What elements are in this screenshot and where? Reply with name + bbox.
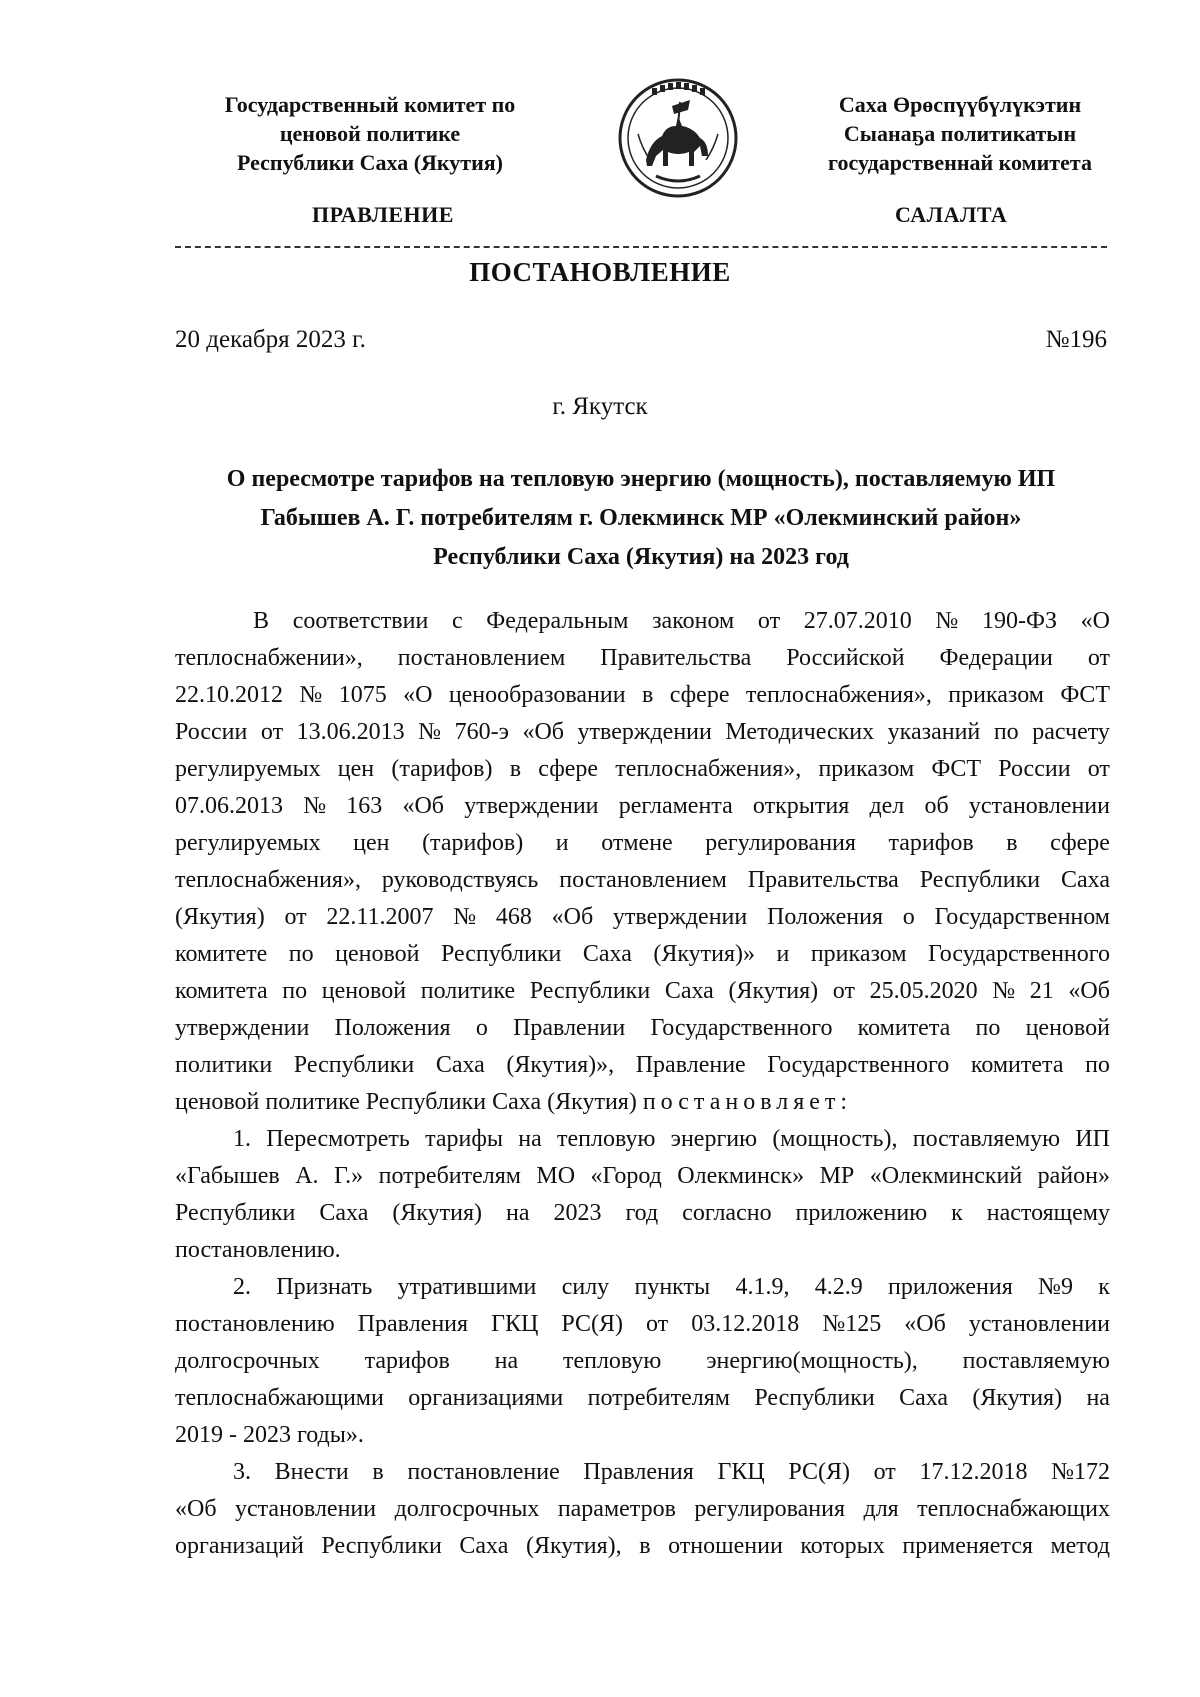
item-1-line: постановлению. bbox=[175, 1237, 341, 1263]
item-3-line bbox=[175, 1491, 1110, 1528]
word: утверждении bbox=[175, 1015, 310, 1041]
word: регулирования bbox=[694, 1496, 846, 1522]
word: к bbox=[1098, 1274, 1110, 1300]
subject-line: О пересмотре тарифов на тепловую энергию (мощность), поставляемую ИП bbox=[226, 466, 1056, 492]
word: о bbox=[475, 1015, 488, 1041]
word: теплоснабжении», bbox=[175, 645, 363, 671]
header-left-line: ценовой политике bbox=[279, 121, 461, 146]
word: по bbox=[282, 978, 308, 1004]
word: пункты bbox=[634, 1274, 711, 1300]
word: и bbox=[776, 941, 790, 967]
word: Внести bbox=[274, 1459, 349, 1485]
word: в bbox=[639, 1533, 651, 1559]
word: комитета bbox=[857, 1015, 951, 1041]
word: 163 bbox=[346, 793, 383, 819]
word: сфере bbox=[669, 682, 730, 708]
word: 1. bbox=[233, 1126, 251, 1152]
word: ФСТ bbox=[931, 756, 981, 782]
word: 3. bbox=[233, 1459, 251, 1485]
word: России bbox=[998, 756, 1071, 782]
word: регламента bbox=[618, 793, 733, 819]
word: район» bbox=[1037, 1163, 1110, 1189]
word: сфере bbox=[1050, 830, 1110, 856]
word: 4.2.9 bbox=[814, 1274, 863, 1300]
word: Республики bbox=[754, 1385, 875, 1411]
word: поставляемую bbox=[912, 1126, 1061, 1152]
word: настоящему bbox=[986, 1200, 1110, 1226]
word: Республики bbox=[440, 941, 562, 967]
body-line bbox=[175, 677, 1110, 714]
document-city: г. Якутск bbox=[552, 393, 648, 420]
word: 27.07.2010 bbox=[803, 608, 912, 634]
body-line bbox=[175, 1010, 1110, 1047]
word: ценовой bbox=[335, 941, 420, 967]
word: регулирования bbox=[705, 830, 856, 856]
word: дел bbox=[869, 793, 905, 819]
word: тепловую bbox=[557, 1126, 656, 1152]
word: ценовой bbox=[1025, 1015, 1110, 1041]
word: соответствии bbox=[292, 608, 429, 634]
word: Положения bbox=[766, 904, 884, 930]
item-3-line bbox=[175, 1528, 1110, 1565]
word: Саха bbox=[459, 1533, 509, 1559]
word: теплоснабжения», bbox=[745, 682, 932, 708]
word: Республики bbox=[919, 867, 1041, 893]
word: от bbox=[646, 1311, 669, 1337]
word: «Об bbox=[904, 1311, 946, 1337]
word: Саха bbox=[899, 1385, 949, 1411]
item-2-line bbox=[175, 1380, 1110, 1417]
word: Саха bbox=[664, 978, 714, 1004]
word: приложения bbox=[888, 1274, 1013, 1300]
word: Республики bbox=[175, 1200, 296, 1226]
word: Олекминск» bbox=[677, 1163, 805, 1189]
body-line bbox=[175, 862, 1110, 899]
header-right-line: государственнай комитета bbox=[828, 150, 1092, 175]
word: сфере bbox=[538, 756, 599, 782]
word: отмене bbox=[601, 830, 673, 856]
header-left-org bbox=[175, 90, 565, 177]
word: организациями bbox=[408, 1385, 564, 1411]
word: «Об bbox=[402, 793, 445, 819]
item-1-line bbox=[175, 1121, 1110, 1158]
item-2-line: 2019 - 2023 годы». bbox=[175, 1422, 364, 1448]
word: А. bbox=[295, 1163, 319, 1189]
word: (Якутия) bbox=[175, 904, 265, 930]
word: постановлению bbox=[175, 1311, 335, 1337]
header-right-subtitle: САЛАЛТА bbox=[895, 202, 1008, 227]
word: комитета bbox=[970, 1052, 1064, 1078]
word: 1075 bbox=[338, 682, 387, 708]
word: № bbox=[299, 682, 323, 708]
subject-line: Габышев А. Г. потребителям г. Олекминск МР «Олекминский район» bbox=[260, 505, 1022, 531]
word: энергию(мощность), bbox=[706, 1348, 918, 1374]
body-line bbox=[175, 973, 1110, 1010]
item-2-line bbox=[175, 1306, 1110, 1343]
word: 22.10.2012 bbox=[175, 682, 283, 708]
word: Республики bbox=[321, 1533, 442, 1559]
word: «Габышев bbox=[175, 1163, 280, 1189]
word: №9 bbox=[1038, 1274, 1073, 1300]
word: Г.» bbox=[333, 1163, 364, 1189]
word: утратившими bbox=[397, 1274, 537, 1300]
word: РС(Я) bbox=[561, 1311, 623, 1337]
word: по bbox=[1085, 1052, 1110, 1078]
body-line bbox=[175, 788, 1110, 825]
word: Федерации bbox=[939, 645, 1053, 671]
word: утверждении bbox=[577, 719, 712, 745]
word: по bbox=[993, 719, 1019, 745]
word: постановлением bbox=[397, 645, 566, 671]
word: № bbox=[453, 904, 477, 930]
word: приложению bbox=[795, 1200, 928, 1226]
word: РС(Я) bbox=[788, 1459, 850, 1485]
word: Федеральным bbox=[486, 608, 629, 634]
word: законом bbox=[652, 608, 735, 634]
word: ГКЦ bbox=[491, 1311, 539, 1337]
word: (тарифов) bbox=[422, 830, 524, 856]
word: установлении bbox=[235, 1496, 377, 1522]
word: год bbox=[625, 1200, 659, 1226]
word: на bbox=[518, 1126, 542, 1152]
document-body bbox=[175, 603, 1110, 1565]
body-line bbox=[175, 1084, 1110, 1121]
word: тарифов bbox=[364, 1348, 450, 1374]
body-text: ценовой политике Республики Саха (Якутия) bbox=[175, 1089, 643, 1115]
word: энергию bbox=[670, 1126, 758, 1152]
body-line bbox=[175, 640, 1110, 677]
word: 760-э bbox=[454, 719, 509, 745]
word: и bbox=[555, 830, 569, 856]
word: приказом bbox=[948, 682, 1044, 708]
item-2-line bbox=[175, 1343, 1110, 1380]
header-left-line: Республики Саха (Якутия) bbox=[236, 150, 504, 175]
word: № bbox=[935, 608, 959, 634]
word: от bbox=[1087, 645, 1110, 671]
word: согласно bbox=[682, 1200, 772, 1226]
word: 4.1.9, bbox=[735, 1274, 790, 1300]
word: об bbox=[924, 793, 949, 819]
word: по bbox=[975, 1015, 1001, 1041]
word: 22.11.2007 bbox=[326, 904, 434, 930]
word: Положения bbox=[334, 1015, 451, 1041]
word: Саха bbox=[1061, 867, 1110, 893]
word: от bbox=[260, 719, 284, 745]
word: Саха bbox=[319, 1200, 369, 1226]
word: (Якутия) bbox=[392, 1200, 483, 1226]
word: ценообразовании bbox=[448, 682, 626, 708]
word: цен bbox=[353, 830, 390, 856]
body-line bbox=[175, 603, 1110, 640]
word: от bbox=[284, 904, 307, 930]
header-right-line: Сыанаҕа политикатын bbox=[843, 121, 1077, 146]
word: Саха bbox=[435, 1052, 485, 1078]
word: приказом bbox=[810, 941, 907, 967]
word: Правительства bbox=[747, 867, 899, 893]
word: «О bbox=[1080, 608, 1110, 634]
word: от bbox=[873, 1459, 896, 1485]
word: теплоснабжающих bbox=[917, 1496, 1110, 1522]
word: утверждении bbox=[612, 904, 748, 930]
word: долгосрочных bbox=[394, 1496, 540, 1522]
word: Методических bbox=[725, 719, 875, 745]
word: 190-ФЗ bbox=[982, 608, 1057, 634]
subject-line: Республики Саха (Якутия) на 2023 год bbox=[433, 544, 849, 570]
word: расчету bbox=[1032, 719, 1110, 745]
word: Государственного bbox=[767, 1052, 950, 1078]
word: ценовой bbox=[321, 978, 407, 1004]
word: Государственном bbox=[934, 904, 1110, 930]
word: Республики bbox=[529, 978, 651, 1004]
word: ГКЦ bbox=[717, 1459, 765, 1485]
word: 07.06.2013 bbox=[175, 793, 283, 819]
word: теплоснабжения», bbox=[615, 756, 802, 782]
body-line bbox=[175, 714, 1110, 751]
word: в bbox=[1006, 830, 1018, 856]
item-3-line bbox=[175, 1454, 1110, 1491]
word: для bbox=[863, 1496, 899, 1522]
word: (Якутия), bbox=[525, 1533, 622, 1559]
word: утверждении bbox=[464, 793, 599, 819]
word: от bbox=[757, 608, 781, 634]
word: политике bbox=[420, 978, 516, 1004]
word: ФСТ bbox=[1060, 682, 1110, 708]
word: комитете bbox=[175, 941, 268, 967]
body-line bbox=[175, 936, 1110, 973]
word: тепловую bbox=[562, 1348, 662, 1374]
word: организаций bbox=[175, 1533, 304, 1559]
word: Правления bbox=[357, 1311, 469, 1337]
word: Правления bbox=[583, 1459, 694, 1485]
word: на bbox=[506, 1200, 530, 1226]
word: № bbox=[992, 978, 1016, 1004]
item-1-line bbox=[175, 1195, 1110, 1232]
word: теплоснабжения», bbox=[175, 867, 361, 893]
word: установлении bbox=[968, 793, 1110, 819]
word: (Якутия) bbox=[728, 978, 819, 1004]
word: Пересмотреть bbox=[266, 1126, 410, 1152]
word: на bbox=[494, 1348, 519, 1374]
document-subject bbox=[175, 460, 1107, 577]
word: которых bbox=[800, 1533, 885, 1559]
word: Правительства bbox=[600, 645, 752, 671]
word: 2. bbox=[233, 1274, 251, 1300]
word: долгосрочных bbox=[175, 1348, 320, 1374]
word: 25.05.2020 bbox=[869, 978, 978, 1004]
word: потребителям bbox=[587, 1385, 730, 1411]
word: метод bbox=[1050, 1533, 1110, 1559]
word: тарифов bbox=[888, 830, 974, 856]
word: с bbox=[451, 608, 463, 634]
word: №172 bbox=[1051, 1459, 1110, 1485]
dashed-separator bbox=[175, 246, 1107, 248]
word: руководствуясь bbox=[381, 867, 539, 893]
word: «Об bbox=[522, 719, 564, 745]
word: Российской bbox=[786, 645, 905, 671]
word: № bbox=[303, 793, 327, 819]
word: 468 bbox=[495, 904, 532, 930]
word: политики bbox=[175, 1052, 273, 1078]
header-left-line: Государственный комитет по bbox=[224, 92, 516, 117]
word: по bbox=[288, 941, 314, 967]
word: силу bbox=[561, 1274, 610, 1300]
word: теплоснабжающими bbox=[175, 1385, 384, 1411]
word: «О bbox=[403, 682, 433, 708]
word: постановлением bbox=[559, 867, 727, 893]
document-number: №196 bbox=[1045, 326, 1107, 353]
word: №125 bbox=[822, 1311, 882, 1337]
word: тарифы bbox=[425, 1126, 504, 1152]
word: установлении bbox=[968, 1311, 1110, 1337]
word: в bbox=[509, 756, 522, 782]
word: от bbox=[832, 978, 855, 1004]
word: МР bbox=[819, 1163, 855, 1189]
word: комитета bbox=[175, 978, 268, 1004]
header-left-subtitle: ПРАВЛЕНИЕ bbox=[312, 202, 454, 227]
word: Государственного bbox=[650, 1015, 833, 1041]
word: о bbox=[902, 904, 915, 930]
word: В bbox=[253, 608, 270, 634]
word: 17.12.2018 bbox=[919, 1459, 1028, 1485]
coat-of-arms-sakha-icon bbox=[616, 76, 740, 200]
word: применяется bbox=[902, 1533, 1033, 1559]
word: «Город bbox=[590, 1163, 662, 1189]
word: Признать bbox=[276, 1274, 373, 1300]
word: России bbox=[175, 719, 248, 745]
word: (тарифов) bbox=[391, 756, 493, 782]
word: к bbox=[951, 1200, 963, 1226]
document-title: ПОСТАНОВЛЕНИЕ bbox=[469, 257, 731, 287]
word: «Об bbox=[551, 904, 594, 930]
word: «Олекминский bbox=[869, 1163, 1023, 1189]
word: параметров bbox=[557, 1496, 676, 1522]
word: (мощность), bbox=[772, 1126, 898, 1152]
word: 21 bbox=[1029, 978, 1054, 1004]
body-line bbox=[175, 1047, 1110, 1084]
word: 03.12.2018 bbox=[691, 1311, 800, 1337]
word: «Об bbox=[1068, 978, 1110, 1004]
word: «Об bbox=[175, 1496, 217, 1522]
word: МО bbox=[536, 1163, 576, 1189]
word: Правление bbox=[635, 1052, 746, 1078]
word: на bbox=[1086, 1385, 1110, 1411]
body-line bbox=[175, 899, 1110, 936]
item-2-line bbox=[175, 1269, 1110, 1306]
body-line bbox=[175, 751, 1110, 788]
header-right-line: Саха Өрөспүүбүлүкэтин bbox=[838, 92, 1082, 117]
document-date: 20 декабря 2023 г. bbox=[175, 326, 366, 353]
word: регулируемых bbox=[175, 756, 321, 782]
word: (Якутия) bbox=[972, 1385, 1063, 1411]
word: в bbox=[641, 682, 654, 708]
item-1-line bbox=[175, 1158, 1110, 1195]
word: в bbox=[372, 1459, 384, 1485]
word: Саха bbox=[582, 941, 632, 967]
body-line bbox=[175, 825, 1110, 862]
word: Государственного bbox=[928, 941, 1110, 967]
word: потребителям bbox=[378, 1163, 521, 1189]
word: Республики bbox=[293, 1052, 415, 1078]
word: постановление bbox=[407, 1459, 560, 1485]
word: отношении bbox=[668, 1533, 783, 1559]
word: приказом bbox=[818, 756, 915, 782]
word: (Якутия)» bbox=[653, 941, 756, 967]
word: ИП bbox=[1075, 1126, 1110, 1152]
word: Правлении bbox=[513, 1015, 626, 1041]
word: от bbox=[1087, 756, 1110, 782]
word: 13.06.2013 bbox=[296, 719, 405, 745]
word: 2023 bbox=[553, 1200, 602, 1226]
word: (Якутия)», bbox=[506, 1052, 615, 1078]
word: открытия bbox=[752, 793, 850, 819]
word: регулируемых bbox=[175, 830, 321, 856]
resolves-word: постановляет: bbox=[642, 1089, 853, 1115]
word: указаний bbox=[887, 719, 981, 745]
word: № bbox=[418, 719, 442, 745]
word: цен bbox=[337, 756, 375, 782]
word: поставляемую bbox=[962, 1348, 1110, 1374]
header-right-org bbox=[790, 90, 1130, 177]
